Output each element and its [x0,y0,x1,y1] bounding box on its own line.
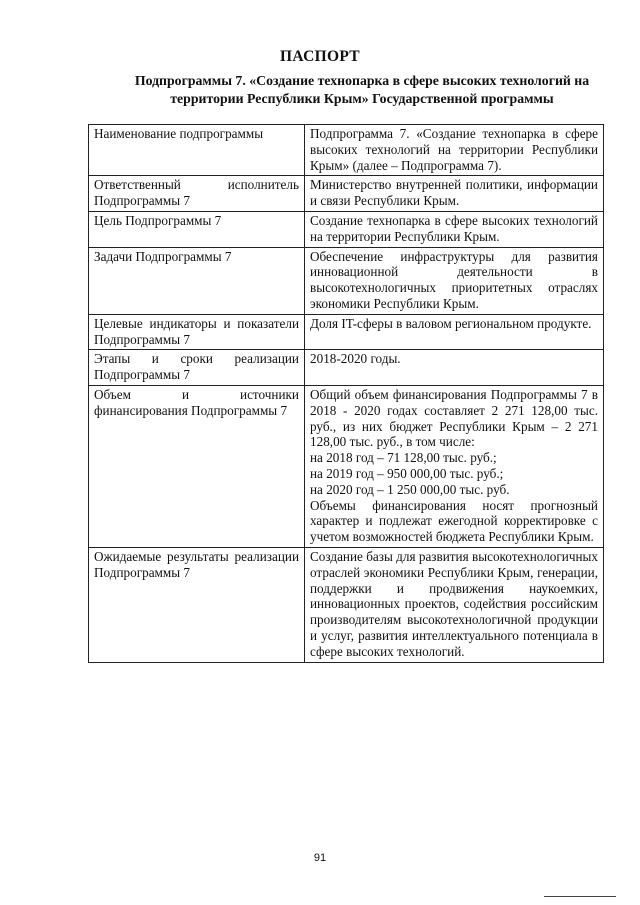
document-subtitle: Подпрограммы 7. «Создание технопарка в сфере высоких технологий на территории Республики Крым» Государственной программы [134,73,590,106]
row-label-funding: Объем и источники финансирования Подпрограммы 7 [89,385,305,547]
funding-2020-text: на 2020 год – 1 250 000,00 тыс. руб. [310,481,510,497]
table-row [89,350,604,386]
row-label-executor: Ответственный исполнитель Подпрограммы 7 [89,176,305,212]
funding-2018-text: на 2018 год – 71 128,00 тыс. руб.; [310,450,497,466]
passport-table [88,124,604,663]
funding-total-text: Общий объем финансирования Подпрограммы 7 в 2018 - 2020 годах составляет 2 271 128,00 тыс. руб., из них бюджет Республики Крым – 2 271 128,00 тыс. руб., в том числе: [310,386,598,450]
row-label-goal: Цель Подпрограммы 7 [89,211,305,247]
row-value-tasks: Обеспечение инфраструктуры для развития инновационной деятельности в высокотехнологичных приоритетных отраслях экономики Республики Крым. [305,247,604,314]
table-row [89,176,604,212]
row-value-goal: Создание технопарка в сфере высоких технологий на территории Республики Крым. [305,211,604,247]
table-row [89,211,604,247]
funding-2019-text: на 2019 год – 950 000,00 тыс. руб.; [310,465,504,481]
document-title: ПАСПОРТ [280,48,360,65]
row-value-executor: Министерство внутренней политики, информации и связи Республики Крым. [305,176,604,212]
row-label-results: Ожидаемые результаты реализации Подпрограммы 7 [89,547,305,662]
table-row [89,314,604,350]
row-label-stages: Этапы и сроки реализации Подпрограммы 7 [89,350,305,386]
row-value-results: Создание базы для развития высокотехнологичных отраслей экономики Республики Крым, генерации, поддержки и продвижения наукоемких, инновационных проектов, содействия российским производителям высокотехнологичной продукции и услуг, развития интеллектуального потенциала в сфере высоких технологий. [305,547,604,662]
row-value-indicators: Доля IT-сферы в валовом региональном продукте. [305,314,604,350]
funding-note-text: Объемы финансирования носят прогнозный характер и подлежат ежегодной корректировке с учетом возможностей бюджета Республики Крым. [310,497,598,545]
page-number: 91 [313,852,327,864]
row-label-tasks: Задачи Подпрограммы 7 [89,247,305,314]
table-row [89,125,604,176]
row-label-indicators: Целевые индикаторы и показатели Подпрограммы 7 [89,314,305,350]
footer-rule [544,896,616,897]
table-row [89,247,604,314]
row-value-stages: 2018-2020 годы. [305,350,604,386]
row-value-name: Подпрограмма 7. «Создание технопарка в сфере высоких технологий на территории Республики Крым» (далее – Подпрограмма 7). [305,125,604,176]
table-row [89,385,604,547]
row-value-funding [305,385,604,547]
row-label-name: Наименование подпрограммы [89,125,305,176]
table-row [89,547,604,662]
